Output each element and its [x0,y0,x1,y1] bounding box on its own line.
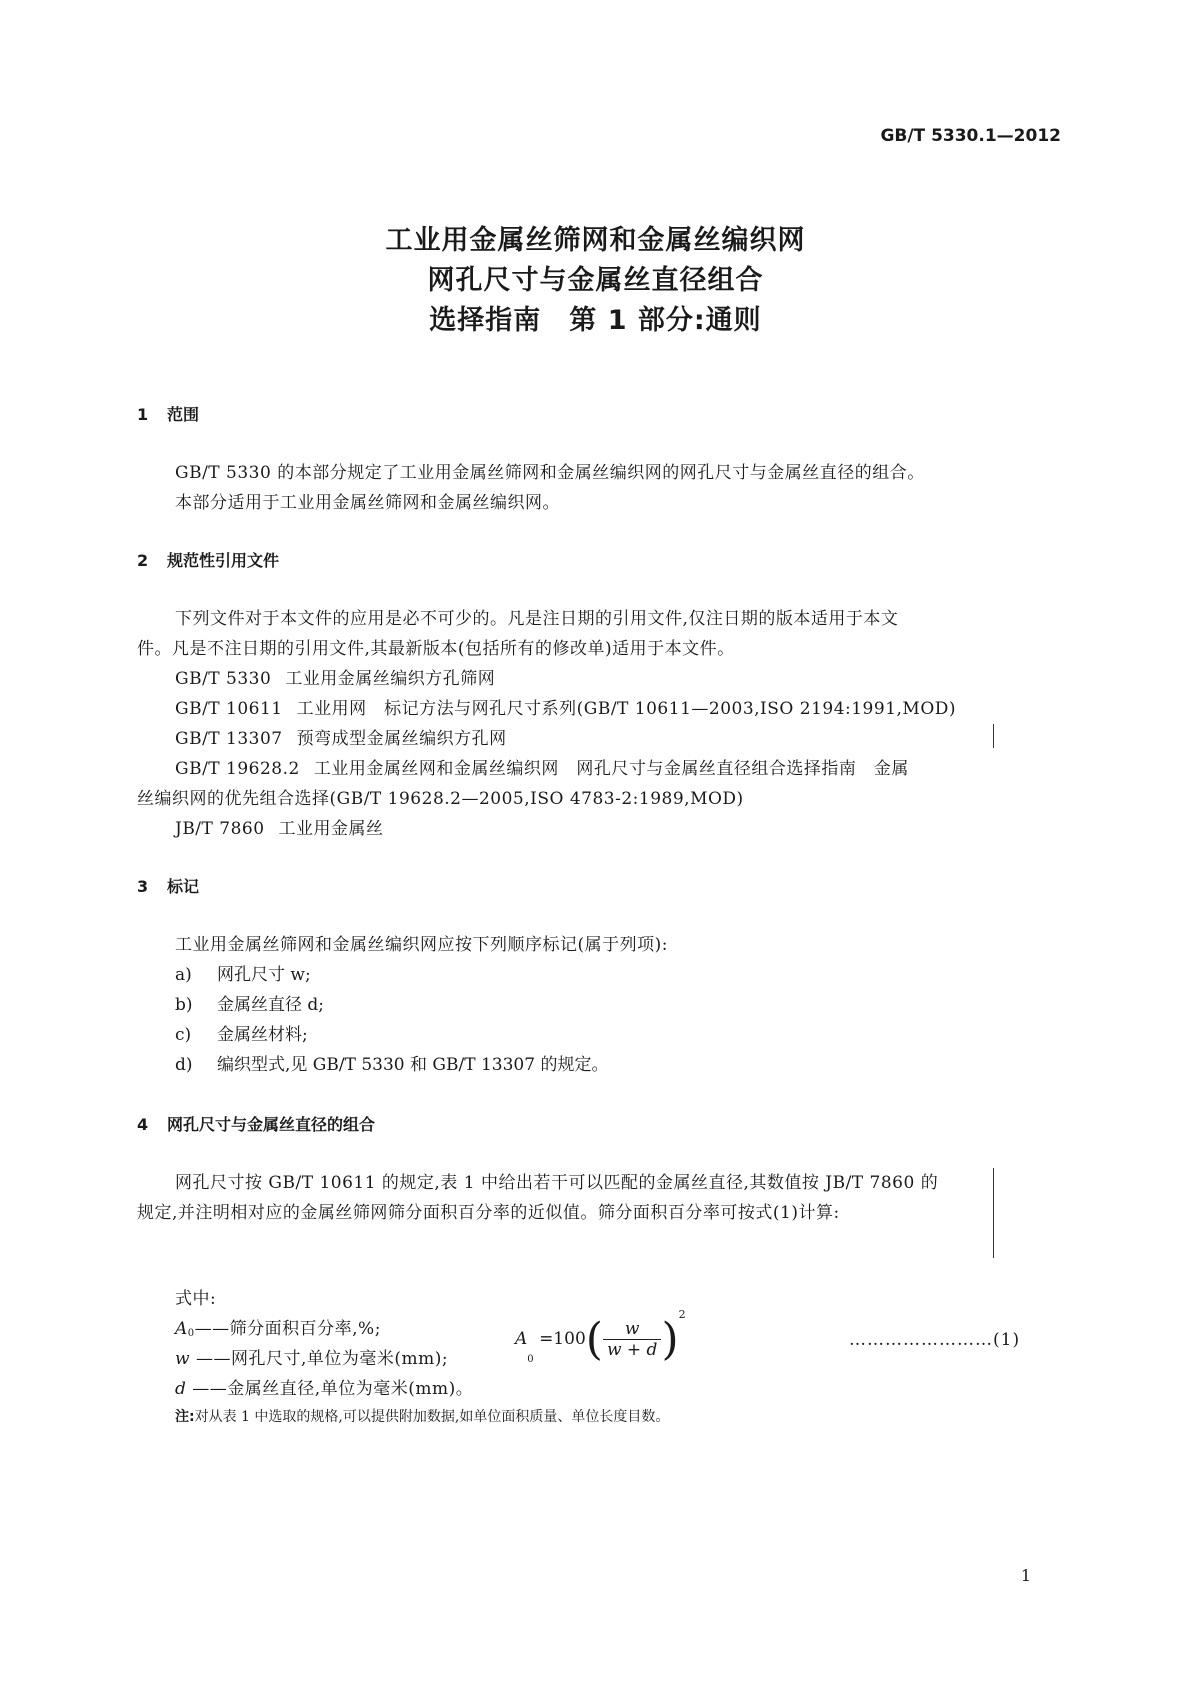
paragraph: 本部分适用于工业用金属丝筛网和金属丝编织网。 [175,493,560,513]
reference-code: GB/T 10611 [175,699,283,719]
formula-symbol: A [515,1329,528,1349]
formula-denominator: w + d [606,1340,658,1360]
paragraph: 规定,并注明相对应的金属丝筛网筛分面积百分率的近似值。筛分面积百分率可按式(1)计算: [137,1203,840,1223]
reference-item [175,724,507,749]
reference-title: 工业用网 标记方法与网孔尺寸系列(GB/T 10611—2003,ISO 2194:1991,MOD) [296,699,957,719]
section-number: 4 [137,1115,149,1134]
reference-code: GB/T 13307 [175,729,283,749]
section-number: 3 [137,877,149,896]
definition [175,1374,473,1399]
reference-code: GB/T 19628.2 [175,759,300,779]
reference-code: JB/T 7860 [175,819,265,839]
reference-item [175,814,384,839]
list-label: d) [175,1055,193,1075]
def-symbol: d [175,1379,187,1399]
note-label: 注: [175,1409,195,1425]
change-bar [993,724,994,748]
list-item [175,1020,308,1045]
note [175,1406,669,1426]
list-item [175,1050,608,1075]
section-title: 范围 [167,405,200,424]
paragraph: GB/T 5330 的本部分规定了工业用金属丝筛网和金属丝编织网的网孔尺寸与金属丝直径的组合。 [175,463,925,483]
section-2-heading [137,548,279,571]
reference-title: 工业用金属丝网和金属丝编织网 网孔尺寸与金属丝直径组合选择指南 金属 [313,759,909,779]
change-bar [993,1168,994,1258]
def-subscript: 0 [187,1328,195,1339]
paragraph: 工业用金属丝筛网和金属丝编织网应按下列顺序标记(属于列项): [175,935,668,955]
document-title-line-3: 选择指南 第 1 部分:通则 [429,305,762,336]
standard-id: GB/T 5330.1—2012 [880,126,1061,146]
reference-continuation: 丝编织网的优先组合选择(GB/T 19628.2—2005,ISO 4783-2:1989,MOD) [137,789,744,809]
list-item [175,960,311,985]
formula-1 [515,1308,686,1365]
reference-item [175,694,956,719]
note-text: 对从表 1 中选取的规格,可以提供附加数据,如单位面积质量、单位长度目数。 [194,1409,670,1425]
section-4-heading [137,1112,375,1135]
formula-number: ……………………(1) [849,1330,1021,1350]
section-title: 标记 [167,877,200,896]
def-symbol: w [175,1349,191,1369]
document-title-line-2: 网孔尺寸与金属丝直径组合 [427,265,764,296]
def-text: ——金属丝直径,单位为毫米(mm)。 [186,1379,474,1399]
list-text: 网孔尺寸 w; [217,965,311,985]
reference-title: 预弯成型金属丝编织方孔网 [296,729,507,749]
section-1-heading [137,402,199,425]
definition [175,1314,381,1339]
section-title: 网孔尺寸与金属丝直径的组合 [167,1115,376,1134]
formula-subscript: 0 [527,1354,534,1365]
list-label: b) [175,995,193,1015]
list-label: a) [175,965,192,985]
formula-fraction [603,1319,662,1360]
definition [175,1344,448,1369]
reference-item [175,754,909,779]
reference-item [175,664,495,689]
reference-code: GB/T 5330 [175,669,272,689]
list-label: c) [175,1025,192,1045]
formula-paren: ) [661,1314,679,1365]
def-text: ——网孔尺寸,单位为毫米(mm); [190,1349,449,1369]
section-number: 1 [137,405,149,424]
formula-numerator: w [603,1319,662,1340]
page-number: 1 [1020,1566,1031,1585]
document-title-line-1: 工业用金属丝筛网和金属丝编织网 [385,225,806,256]
list-text: 金属丝直径 d; [217,995,325,1015]
list-text: 金属丝材料; [217,1025,308,1045]
formula-equals: =100 [539,1329,586,1349]
reference-title: 工业用金属丝编织方孔筛网 [285,669,496,689]
list-text: 编织型式,见 GB/T 5330 和 GB/T 13307 的规定。 [217,1055,609,1075]
paragraph: 件。凡是不注日期的引用文件,其最新版本(包括所有的修改单)适用于本文件。 [137,639,735,659]
list-item [175,990,324,1015]
paragraph: 网孔尺寸按 GB/T 10611 的规定,表 1 中给出若干可以匹配的金属丝直径,其数值按 JB/T 7860 的 [175,1173,939,1193]
formula-paren: ( [585,1314,603,1365]
where-label: 式中: [175,1289,217,1309]
reference-title: 工业用金属丝 [278,819,384,839]
formula-exponent: 2 [678,1308,686,1321]
section-number: 2 [137,551,149,570]
section-title: 规范性引用文件 [167,551,280,570]
def-text: ——筛分面积百分率,%; [194,1319,381,1339]
section-3-heading [137,874,199,897]
def-symbol: A [175,1319,188,1339]
paragraph: 下列文件对于本文件的应用是必不可少的。凡是注日期的引用文件,仅注日期的版本适用于本文 [175,609,899,629]
